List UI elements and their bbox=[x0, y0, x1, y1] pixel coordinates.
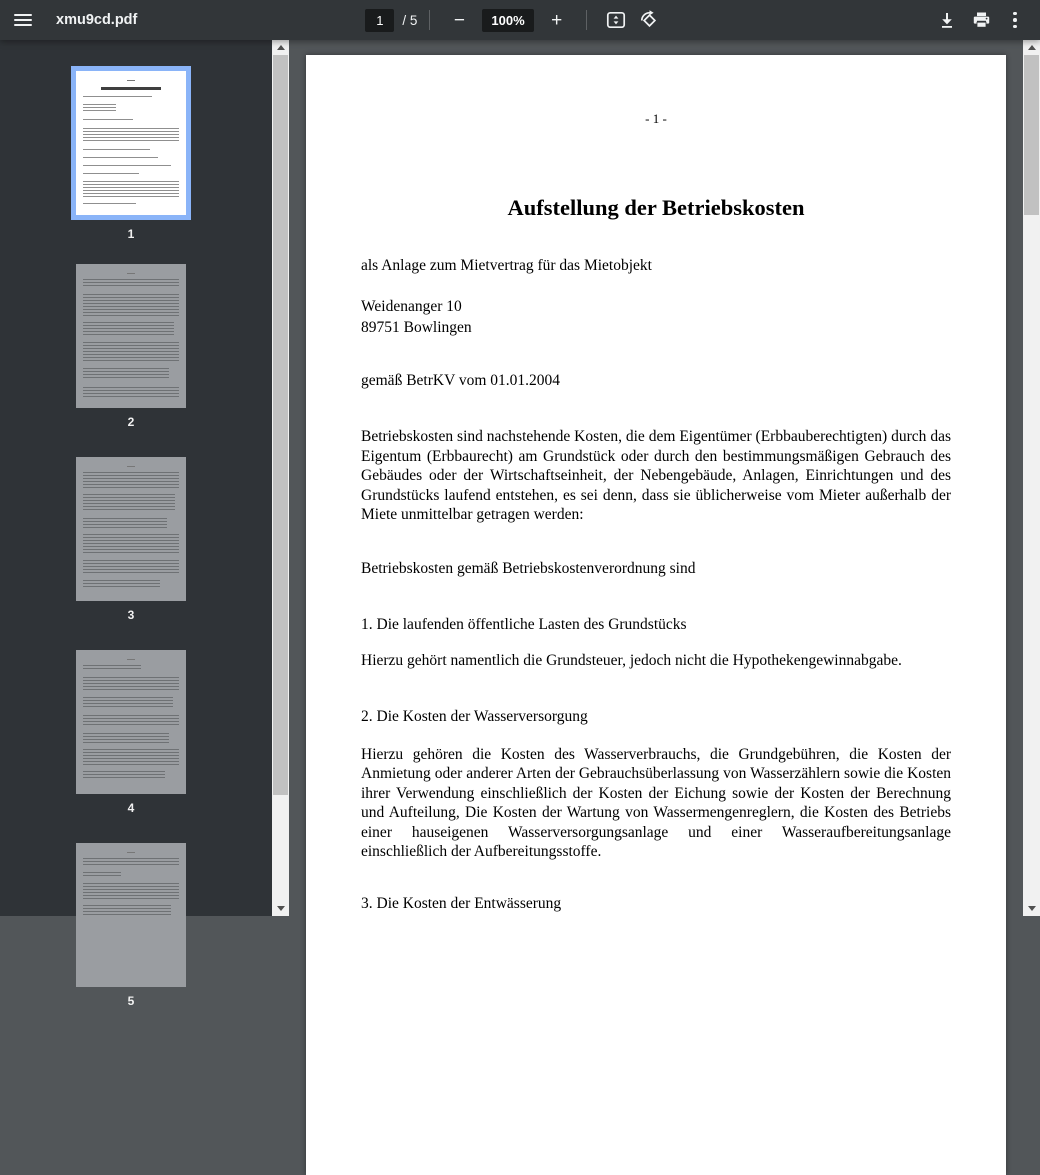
download-icon bbox=[938, 11, 956, 29]
thumbnail-page-3[interactable] bbox=[0, 457, 262, 623]
doc-address bbox=[361, 296, 951, 338]
viewer-scrollbar-thumb[interactable] bbox=[1024, 55, 1039, 215]
doc-section2-heading: 2. Die Kosten der Wasserversorgung bbox=[361, 707, 588, 725]
zoom-out-button[interactable] bbox=[442, 3, 476, 37]
doc-title: Aufstellung der Betriebskosten bbox=[507, 195, 805, 220]
thumbnail-page-2[interactable] bbox=[0, 264, 262, 430]
toolbar-separator bbox=[586, 10, 587, 30]
thumbnail-page-3-preview bbox=[76, 457, 186, 601]
doc-intro-paragraph: Betriebskosten sind nachstehende Kosten, die dem Eigentümer (Erbbauberechtigten) durch das Eigentum (Erbbaurecht) am Grundstück oder durch den bestimmungsmäßigen Gebrauch des Gebäudes oder der Wirtschaftseinheit, der Nebengebäude, Anlagen, Einrichtungen und des Grundstücks laufend entstehen, es sei denn, dass sie üblicherweise vom Mieter außerhalb der Miete unmittelbar getragen werden: bbox=[361, 428, 951, 523]
thumbnail-page-1[interactable] bbox=[0, 66, 262, 242]
thumbnail-page-5[interactable] bbox=[0, 843, 262, 1009]
thumbnail-page-1-preview bbox=[71, 66, 191, 220]
thumbnail-page-4-label: 4 bbox=[127, 801, 135, 815]
document-filename: xmu9cd.pdf bbox=[56, 12, 138, 28]
pdf-page-1 bbox=[306, 55, 1006, 1175]
more-options-button[interactable] bbox=[998, 3, 1032, 37]
thumbnail-page-1-label: 1 bbox=[127, 227, 135, 241]
fit-to-page-icon bbox=[606, 11, 626, 29]
rotate-counterclockwise-icon bbox=[639, 10, 660, 31]
hamburger-icon bbox=[14, 11, 32, 29]
thumbnail-page-5-label: 5 bbox=[127, 994, 135, 1008]
toolbar-separator bbox=[429, 10, 430, 30]
minus-icon: − bbox=[453, 9, 465, 31]
thumbnail-text-lines bbox=[101, 87, 161, 90]
toolbar-right bbox=[667, 3, 1040, 37]
page-count-label: / 5 bbox=[402, 12, 418, 28]
pdf-toolbar bbox=[0, 0, 1040, 40]
rotate-button[interactable] bbox=[633, 3, 667, 37]
doc-address-line1: Weidenanger 10 bbox=[361, 298, 462, 315]
toolbar-center bbox=[365, 3, 666, 37]
sidebar-scrollbar[interactable] bbox=[272, 40, 289, 916]
thumbnail-page-2-label: 2 bbox=[127, 415, 135, 429]
thumbnail-page-4[interactable] bbox=[0, 650, 262, 816]
thumbnail-page-4-preview bbox=[76, 650, 186, 794]
doc-section3-heading: 3. Die Kosten der Entwässerung bbox=[361, 894, 562, 912]
menu-button[interactable] bbox=[6, 3, 40, 37]
fit-to-page-button[interactable] bbox=[599, 3, 633, 37]
viewer-scroll-up-arrow[interactable] bbox=[1023, 40, 1040, 55]
print-button[interactable] bbox=[964, 3, 998, 37]
doc-section2-body: Hierzu gehören die Kosten des Wasserverbrauchs, die Grundgebühren, die Kosten der Anmietung oder anderer Arten der Gebrauchsüberlassung von Wasserzählern sowie die Kosten ihrer Verwendung einschließlich der Kosten der Eichung sowie der Kosten der Berechnung und Aufteilung, Die Kosten der Wartung von Wassermengenreglern, die Kosten des Betriebs einer hauseigenen Wasserversorgungsanlage und einer Wasseraufbereitungsanlage einschließlich der Aufbereitungsstoffe. bbox=[361, 745, 951, 860]
vertical-ellipsis-icon bbox=[1013, 12, 1017, 29]
pdf-viewer bbox=[289, 40, 1023, 916]
thumbnail-page-3-label: 3 bbox=[127, 608, 135, 622]
doc-address-line2: 89751 Bowlingen bbox=[361, 319, 472, 336]
download-button[interactable] bbox=[930, 3, 964, 37]
doc-bkv-line: Betriebskosten gemäß Betriebskostenverordnung sind bbox=[361, 559, 696, 577]
page-number-input[interactable] bbox=[365, 9, 394, 32]
viewer-scroll-down-arrow[interactable] bbox=[1023, 901, 1040, 916]
thumbnail-page-5-preview bbox=[76, 843, 186, 987]
doc-anlage-line: als Anlage zum Mietvertrag für das Mietobjekt bbox=[361, 257, 652, 274]
thumbnail-list bbox=[0, 40, 262, 1009]
zoom-in-button[interactable] bbox=[540, 3, 574, 37]
doc-section1-body: Hierzu gehört namentlich die Grundsteuer, jedoch nicht die Hypothekengewinnabgabe. bbox=[361, 651, 902, 669]
sidebar-scroll-up-arrow[interactable] bbox=[272, 40, 289, 55]
toolbar-left bbox=[0, 3, 365, 37]
thumbnail-page-2-preview bbox=[76, 264, 186, 408]
doc-gemass-line: gemäß BetrKV vom 01.01.2004 bbox=[361, 372, 561, 389]
viewer-scrollbar[interactable] bbox=[1023, 40, 1040, 916]
zoom-level-display[interactable]: 100% bbox=[482, 9, 533, 32]
doc-section1-heading: 1. Die laufenden öffentliche Lasten des Grundstücks bbox=[361, 615, 687, 633]
sidebar-scrollbar-thumb[interactable] bbox=[273, 55, 288, 795]
plus-icon: + bbox=[551, 9, 563, 31]
thumbnail-sidebar bbox=[0, 40, 272, 1008]
doc-page-marker: - 1 - bbox=[645, 111, 667, 126]
sidebar-scroll-down-arrow[interactable] bbox=[272, 901, 289, 916]
print-icon bbox=[972, 11, 991, 29]
main-area bbox=[0, 40, 1040, 1008]
